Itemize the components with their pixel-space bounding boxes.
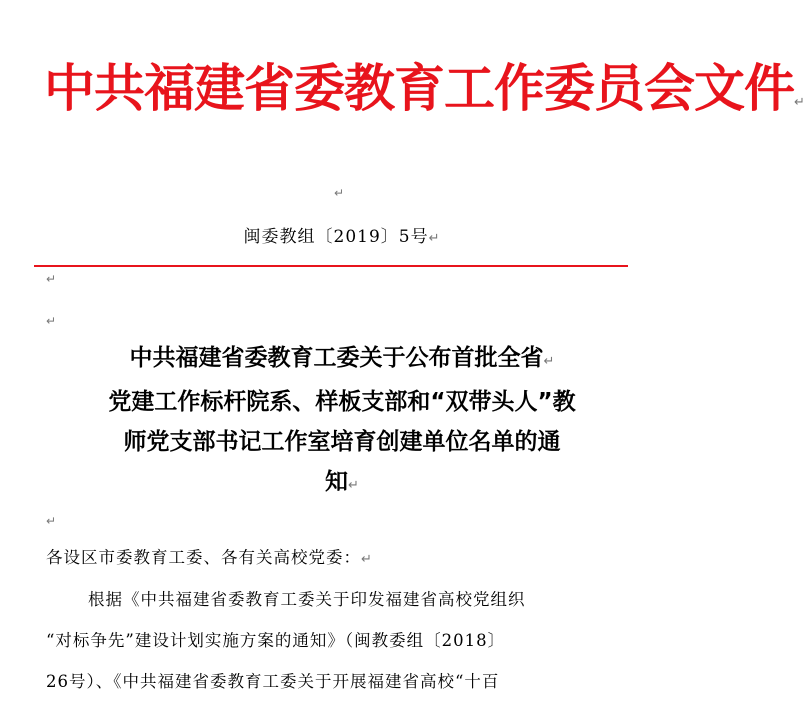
notice-title — [0, 338, 684, 506]
paragraph-mark-icon: ↵ — [543, 354, 555, 369]
notice-title-line: 中共福建省委教育工委关于公布首批全省↵ — [129, 345, 555, 371]
paragraph-mark-icon: ↵ — [794, 95, 804, 110]
notice-title-line: 师党支部书记工作室培育创建单位名单的通 — [123, 429, 561, 455]
paragraph-mark-icon: ↵ — [46, 272, 57, 286]
body-line: “对标争先”建设计划实施方案的通知》（闽教委组〔2018〕 — [46, 631, 506, 650]
salutation-text: 各设区市委教育工委、各有关高校党委： — [46, 548, 361, 567]
paragraph-mark-icon: ↵ — [46, 314, 57, 328]
paragraph-mark-icon: ↵ — [46, 514, 57, 528]
red-divider-line — [34, 265, 628, 267]
document-number-text: 闽委教组〔2019〕5号 — [243, 227, 429, 247]
salutation — [46, 537, 646, 580]
paragraph-mark-icon: ↵ — [334, 186, 345, 200]
document-header-title — [44, 58, 804, 135]
body-paragraph — [46, 579, 646, 702]
paragraph-mark-icon: ↵ — [348, 478, 359, 493]
paragraph-mark-icon: ↵ — [361, 552, 373, 567]
notice-title-line: 党建工作标杆院系、样板支部和“双带头人”教 — [108, 389, 576, 415]
header-title-text: 中共福建省委教育工作委员会文件 — [44, 60, 795, 119]
body-line: 根据《中共福建省委教育工委关于印发福建省高校党组织 — [88, 590, 526, 609]
notice-title-line: 知↵ — [325, 469, 359, 495]
document-number — [0, 222, 684, 247]
body-line: 26号）、《中共福建省委教育工委关于开展福建省高校“十百 — [46, 672, 500, 691]
paragraph-mark-icon: ↵ — [428, 231, 441, 246]
